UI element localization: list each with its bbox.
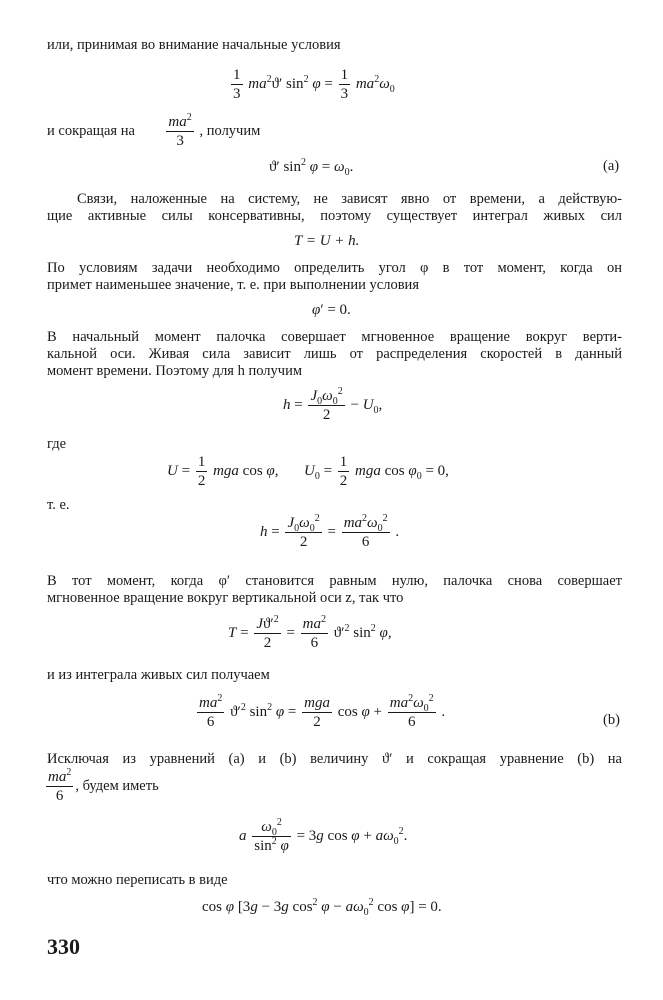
equation-kinetic: T = $\frac{Jϑ'^2}{2}$ = $\frac{ma^2}{6}$ $ϑ'^2$ $\sin^2 \varphi$, — [228, 614, 392, 651]
reduce-line: и сокращая на $\frac{ma^2}{3}$ , получим — [47, 112, 261, 149]
text-line: щие активные силы консервативны, поэтому существует интеграл живых сил — [47, 208, 622, 224]
equation-c: a $\frac{\omega_0^2}{\sin^2 \varphi}$ = 3g $\cos \varphi + a\omega_0^2$. — [239, 817, 408, 854]
text-line: и из интеграла живых сил получаем — [47, 667, 270, 683]
text-line: мгновенное вращение вокруг вертикальной оси z, так что — [47, 590, 404, 606]
text-line: что можно переписать в виде — [47, 872, 228, 888]
text-line: В тот момент, когда φ′ становится равным нулю, палочка снова совершает — [47, 573, 622, 589]
equation-b: $\frac{ma^2}{6}$ $ϑ'^2$ $\sin^2 \varphi$ = $\frac{\text{mga}}{2}$ cos φ + $\frac{ma^2\omega_0^2}{6}$ . — [199, 693, 446, 730]
equation-energy-integral: T = U + h. — [294, 233, 360, 249]
text-line: т. е. — [47, 497, 70, 513]
text-line: и сокращая на — [47, 122, 135, 139]
equation-final: cos φ [3g − 3g $\cos^2 \varphi - a\omega_0^2$ cos φ] = 0. — [202, 897, 442, 918]
text-line: Исключая из уравнений (a) и (b) величину ϑ′ и сокращая уравнение (b) на — [47, 751, 622, 767]
equation-potential: U = $\frac{1}{2}$ mga cos φ, $U_0$ = $\frac{1}{2}$ mga $\cos \varphi_0 = 0$, — [167, 454, 449, 489]
equation-h: h = $\frac{J_0\omega_0^2}{2}$ − $U_0$, — [283, 386, 383, 423]
equation-phi-prime: φ′ = 0. — [312, 302, 351, 318]
equation-tag-b: (b) — [603, 712, 620, 728]
text-line: , получим — [199, 122, 261, 139]
text-line: , будем иметь — [75, 777, 159, 794]
page-number: 330 — [47, 934, 80, 959]
text-line: Связи, наложенные на систему, не зависят явно от времени, а действую- — [77, 191, 622, 207]
equation-a: ϑ′ $\sin^2 \varphi = \omega_0$. — [269, 157, 354, 178]
equation-h-value: h = $\frac{J_0\omega_0^2}{2}$ = $\frac{ma^2\omega_0^2}{6}$ . — [260, 513, 400, 550]
text-line: По условиям задачи необходимо определить угол φ в тот момент, когда он — [47, 260, 622, 276]
text-line: В начальный момент палочка совершает мгновенное вращение вокруг верти- — [47, 329, 622, 345]
equation-tag-a: (a) — [603, 158, 620, 174]
text-line: кальной оси. Живая сила зависит лишь от распределения скоростей в данный — [47, 346, 622, 362]
text-line: примет наименьшее значение, т. е. при выполнении условия — [47, 277, 419, 293]
exclude-line: $\frac{ma^2}{6}$ , будем иметь — [48, 767, 159, 804]
text-line: где — [47, 436, 67, 452]
equation-initial: $\frac{1}{3}$ $ma^2ϑ'$ $\sin^2 \varphi$ = $\frac{1}{3}$ $ma^2\omega_0$ — [233, 67, 395, 102]
text-line: или, принимая во внимание начальные условия — [47, 37, 341, 53]
text-line: момент времени. Поэтому для h получим — [47, 363, 303, 379]
